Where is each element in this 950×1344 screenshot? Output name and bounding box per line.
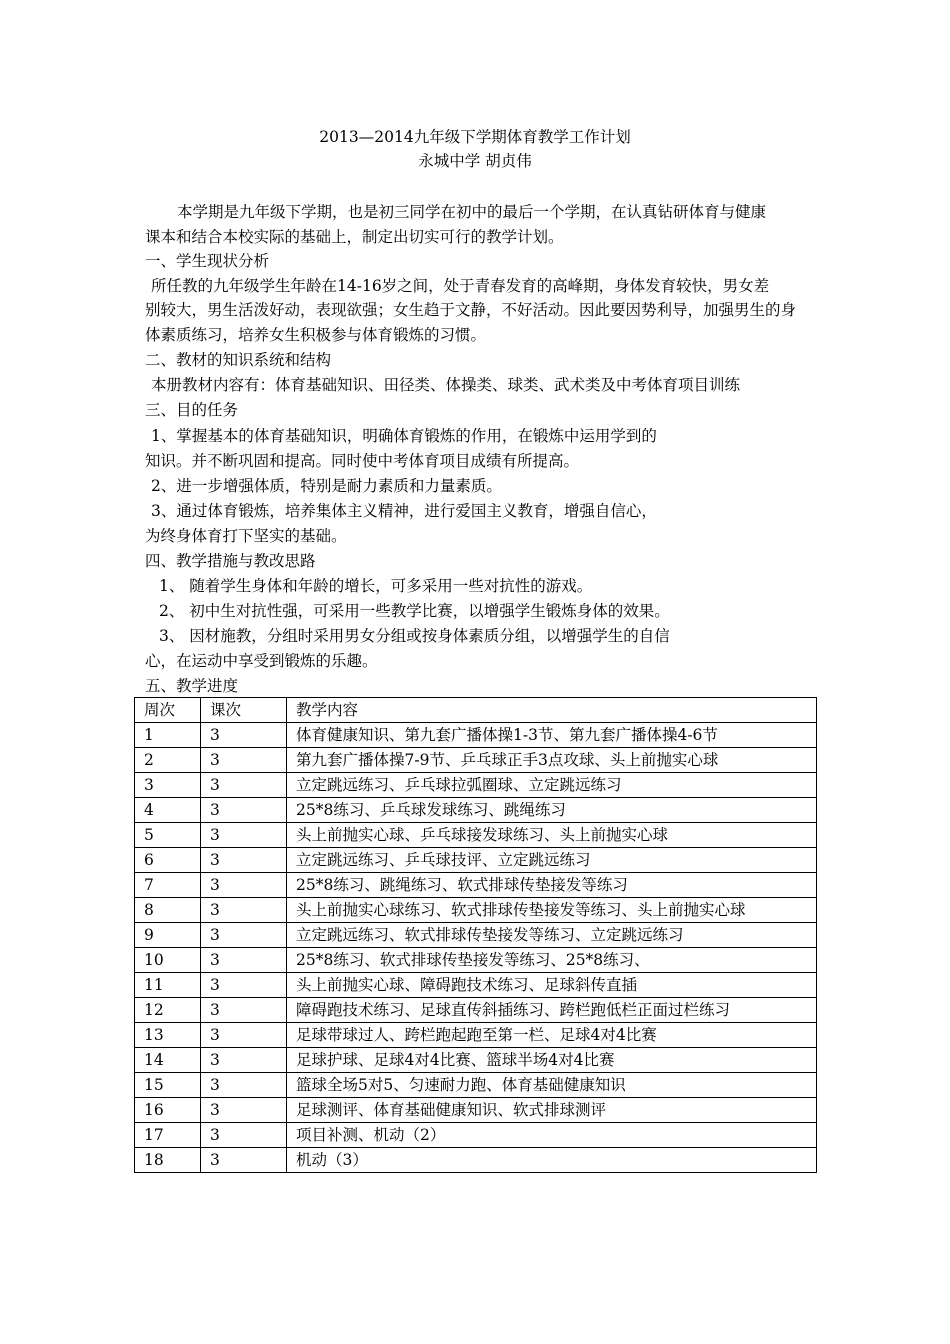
table-row xyxy=(135,973,817,998)
cell-lessons: 3 xyxy=(201,1098,287,1123)
table-row xyxy=(135,1048,817,1073)
cell-content: 机动（3） xyxy=(287,1148,817,1173)
cell-content: 项目补测、机动（2） xyxy=(287,1123,817,1148)
section-1-text-line-2: 别较大，男生活泼好动，表现欲强；女生趋于文静，不好活动。因此要因势利导，加强男生的身 xyxy=(145,301,797,319)
goal-3-line-1: 3、通过体育锻炼，培养集体主义精神，进行爱国主义教育，增强自信心， xyxy=(151,502,657,520)
header-week: 周次 xyxy=(135,698,201,723)
measure-3-line-1: 3、 因材施教，分组时采用男女分组或按身体素质分组，以增强学生的自信 xyxy=(159,627,670,645)
section-1-text-line-3: 体素质练习，培养女生积极参与体育锻炼的习惯。 xyxy=(145,326,487,344)
cell-content: 篮球全场5对5、匀速耐力跑、体育基础健康知识 xyxy=(287,1073,817,1098)
cell-lessons: 3 xyxy=(201,1073,287,1098)
table-row xyxy=(135,723,817,748)
cell-content: 立定跳远练习、软式排球传垫接发等练习、立定跳远练习 xyxy=(287,923,817,948)
cell-content: 头上前抛实心球、乒乓球接发球练习、头上前抛实心球 xyxy=(287,823,817,848)
cell-content: 足球护球、足球4对4比赛、篮球半场4对4比赛 xyxy=(287,1048,817,1073)
cell-lessons: 3 xyxy=(201,1148,287,1173)
cell-content: 障碍跑技术练习、足球直传斜插练习、跨栏跑低栏正面过栏练习 xyxy=(287,998,817,1023)
goal-1-line-2: 知识。并不断巩固和提高。同时使中考体育项目成绩有所提高。 xyxy=(145,452,580,470)
schedule-table xyxy=(134,697,817,1173)
cell-week: 3 xyxy=(135,773,201,798)
goal-3-line-2: 为终身体育打下坚实的基础。 xyxy=(145,527,347,545)
section-heading-4: 四、教学措施与教改思路 xyxy=(145,552,316,570)
cell-content: 25*8练习、跳绳练习、软式排球传垫接发等练习 xyxy=(287,873,817,898)
cell-week: 11 xyxy=(135,973,201,998)
cell-content: 头上前抛实心球、障碍跑技术练习、足球斜传直插 xyxy=(287,973,817,998)
cell-week: 9 xyxy=(135,923,201,948)
cell-content: 头上前抛实心球练习、软式排球传垫接发等练习、头上前抛实心球 xyxy=(287,898,817,923)
table-row xyxy=(135,898,817,923)
table-row xyxy=(135,1073,817,1098)
table-row xyxy=(135,1148,817,1173)
cell-lessons: 3 xyxy=(201,898,287,923)
cell-lessons: 3 xyxy=(201,923,287,948)
cell-content: 立定跳远练习、乒乓球技评、立定跳远练习 xyxy=(287,848,817,873)
header-lessons: 课次 xyxy=(201,698,287,723)
cell-week: 6 xyxy=(135,848,201,873)
table-row xyxy=(135,923,817,948)
cell-week: 14 xyxy=(135,1048,201,1073)
goal-1-line-1: 1、掌握基本的体育基础知识，明确体育锻炼的作用，在锻炼中运用学到的 xyxy=(151,427,657,445)
cell-week: 15 xyxy=(135,1073,201,1098)
cell-lessons: 3 xyxy=(201,823,287,848)
cell-week: 13 xyxy=(135,1023,201,1048)
table-row xyxy=(135,773,817,798)
measure-3-line-2: 心，在运动中享受到锻炼的乐趣。 xyxy=(145,652,378,670)
cell-week: 1 xyxy=(135,723,201,748)
cell-lessons: 3 xyxy=(201,1023,287,1048)
cell-content: 足球测评、体育基础健康知识、软式排球测评 xyxy=(287,1098,817,1123)
cell-content: 第九套广播体操7-9节、乒乓球正手3点攻球、头上前抛实心球 xyxy=(287,748,817,773)
cell-lessons: 3 xyxy=(201,848,287,873)
cell-week: 10 xyxy=(135,948,201,973)
table-row xyxy=(135,1098,817,1123)
cell-week: 18 xyxy=(135,1148,201,1173)
cell-week: 8 xyxy=(135,898,201,923)
cell-lessons: 3 xyxy=(201,998,287,1023)
cell-lessons: 3 xyxy=(201,773,287,798)
cell-lessons: 3 xyxy=(201,798,287,823)
document-title: 2013—2014九年级下学期体育教学工作计划 xyxy=(319,128,631,146)
intro-paragraph-line-1: 本学期是九年级下学期，也是初三同学在初中的最后一个学期，在认真钻研体育与健康 xyxy=(177,203,767,221)
table-row xyxy=(135,998,817,1023)
section-heading-2: 二、教材的知识系统和结构 xyxy=(145,351,332,369)
cell-week: 2 xyxy=(135,748,201,773)
cell-lessons: 3 xyxy=(201,748,287,773)
section-2-text: 本册教材内容有：体育基础知识、田径类、体操类、球类、武术类及中考体育项目训练 xyxy=(151,376,741,394)
cell-week: 5 xyxy=(135,823,201,848)
table-row xyxy=(135,823,817,848)
cell-content: 25*8练习、软式排球传垫接发等练习、25*8练习、 xyxy=(287,948,817,973)
measure-2: 2、 初中生对抗性强，可采用一些教学比赛，以增强学生锻炼身体的效果。 xyxy=(159,602,670,620)
table-header-row xyxy=(135,698,817,723)
cell-week: 16 xyxy=(135,1098,201,1123)
cell-lessons: 3 xyxy=(201,873,287,898)
table-row xyxy=(135,1123,817,1148)
cell-lessons: 3 xyxy=(201,723,287,748)
section-heading-3: 三、目的任务 xyxy=(145,401,239,419)
table-row xyxy=(135,1023,817,1048)
author-line: 永城中学 胡贞伟 xyxy=(418,152,532,170)
cell-week: 4 xyxy=(135,798,201,823)
table-row xyxy=(135,873,817,898)
cell-content: 立定跳远练习、乒乓球拉弧圈球、立定跳远练习 xyxy=(287,773,817,798)
goal-2: 2、进一步增强体质，特别是耐力素质和力量素质。 xyxy=(151,477,502,495)
cell-week: 12 xyxy=(135,998,201,1023)
table-row xyxy=(135,798,817,823)
cell-lessons: 3 xyxy=(201,948,287,973)
measure-1: 1、 随着学生身体和年龄的增长，可多采用一些对抗性的游戏。 xyxy=(159,577,593,595)
table-row xyxy=(135,948,817,973)
cell-week: 17 xyxy=(135,1123,201,1148)
section-heading-5: 五、教学进度 xyxy=(145,677,239,695)
intro-paragraph-line-2: 课本和结合本校实际的基础上，制定出切实可行的教学计划。 xyxy=(145,228,564,246)
cell-lessons: 3 xyxy=(201,973,287,998)
cell-content: 25*8练习、乒乓球发球练习、跳绳练习 xyxy=(287,798,817,823)
section-1-text-line-1: 所任教的九年级学生年龄在14-16岁之间，处于青春发育的高峰期，身体发育较快，男女差 xyxy=(151,277,770,295)
cell-lessons: 3 xyxy=(201,1048,287,1073)
header-content: 教学内容 xyxy=(287,698,817,723)
table-row xyxy=(135,748,817,773)
cell-content: 足球带球过人、跨栏跑起跑至第一栏、足球4对4比赛 xyxy=(287,1023,817,1048)
cell-content: 体育健康知识、第九套广播体操1-3节、第九套广播体操4-6节 xyxy=(287,723,817,748)
section-heading-1: 一、学生现状分析 xyxy=(145,252,270,270)
table-row xyxy=(135,848,817,873)
cell-week: 7 xyxy=(135,873,201,898)
cell-lessons: 3 xyxy=(201,1123,287,1148)
